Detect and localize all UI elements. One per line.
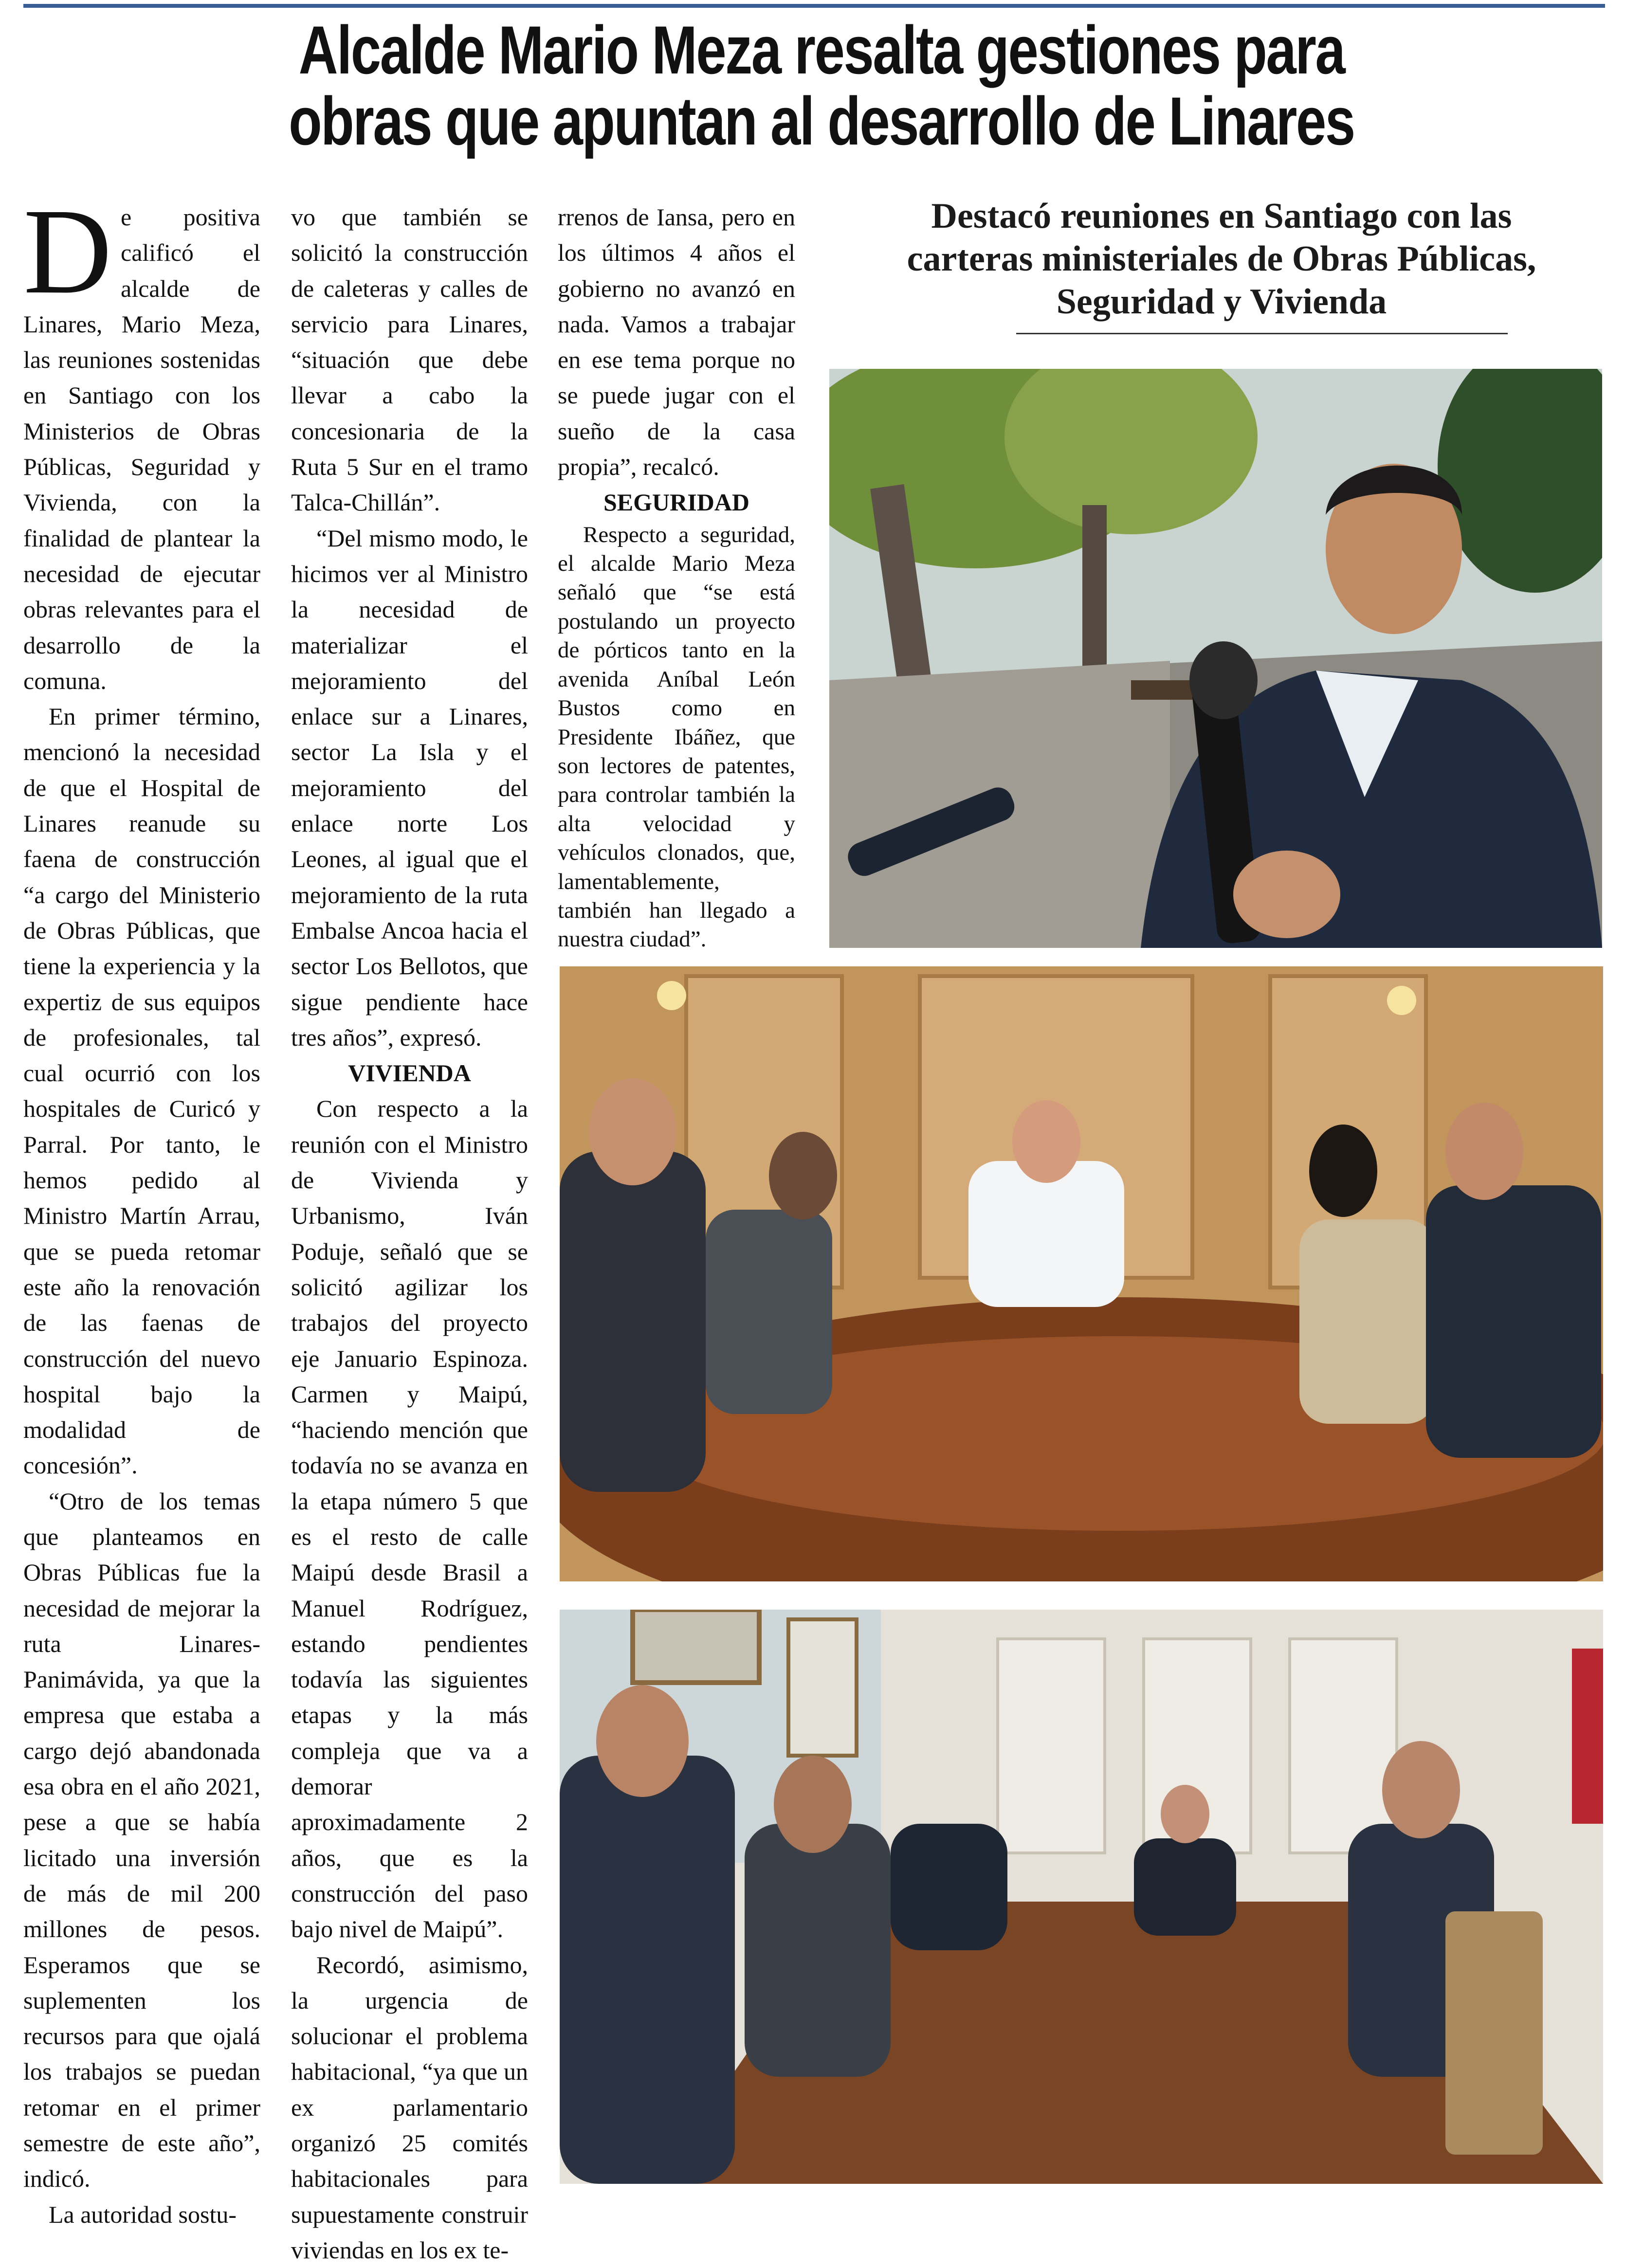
- paragraph: Respecto a seguridad, el alcalde Mario Meza señaló que “se está postulando un proyecto de pórticos tanto en la avenida Aníbal León Bustos como en Presidente Ibáñez, que son lectores de patentes, para controlar también la alta velocidad y vehículos clonados, que, lamentablemente, también han llegado a nuestra ciudad”.: [558, 522, 795, 952]
- lead-paragraph: [23, 183, 260, 699]
- interview-photo-illustration: [829, 369, 1602, 948]
- pull-quote-rule: [1016, 333, 1508, 334]
- headline-line-2: obras que apuntan al desarrollo de Linares: [289, 83, 1354, 159]
- headline-line-1: Alcalde Mario Meza resalta gestiones para: [298, 12, 1345, 88]
- pull-quote-line-1: Destacó reuniones en Santiago con las: [931, 196, 1512, 236]
- paragraph: Recordó, asimismo, la urgencia de solucionar el problema habitacional, “ya que un ex parlamentario organizó 25 comités habitacionales para supuestamente construir viviendas en los ex te-: [291, 1951, 528, 2264]
- section-subhead-seguridad: SEGURIDAD: [603, 489, 750, 516]
- top-rule: [23, 4, 1605, 8]
- article-column-3: [558, 200, 795, 954]
- pull-quote-line-2: carteras ministeriales de Obras Públicas,: [907, 239, 1536, 279]
- pull-quote-line-3: Seguridad y Vivienda: [1056, 282, 1387, 322]
- meeting-photo-ministry: [560, 966, 1603, 1581]
- paragraph: rrenos de Iansa, pero en los últimos 4 años el gobierno no avanzó en nada. Vamos a trabajar en ese tema porque no se puede jugar con el sueño de la casa propia”, recalcó.: [558, 203, 795, 481]
- headline: [164, 12, 1479, 159]
- paragraph: En primer término, mencionó la necesidad de que el Hospital de Linares reanude su faena de construcción “a cargo del Ministerio de Obras Públicas, que tiene la experiencia y la expertiz de sus equipos de profesionales, tal cual ocurrió con los hospitales de Curicó y Parral. Por tanto, le hemos pedido al Ministro Martín Arrau, que se pueda retomar este año la renovación de las faenas de construcción del nuevo hospital bajo la modalidad de concesión”.: [23, 703, 260, 1479]
- paragraph: vo que también se solicitó la construcción de caleteras y calles de servicio para Linares, “situación que debe llevar a cabo la concesionaria de la Ruta 5 Sur en el tramo Talca-Chillán”.: [291, 203, 528, 516]
- interview-photo: [829, 369, 1602, 948]
- drop-cap: D: [23, 183, 112, 319]
- meeting-photo-housing: [560, 1610, 1603, 2184]
- meeting-photo-housing-illustration: [560, 1610, 1603, 2184]
- paragraph: “Otro de los temas que planteamos en Obras Públicas fue la necesidad de mejorar la ruta Linares- Panimávida, ya que la empresa que estaba a cargo dejó abandonada esa obra en el año 2021, pese a que se había licitado una inversión de más de mil 200 millones de pesos. Esperamos que se suplementen los recursos para que ojalá los trabajos se puedan retomar en el primer semestre de este año”, indicó.: [23, 1487, 260, 2193]
- article-column-2: [291, 200, 528, 2268]
- lead-paragraph-text: e positiva calificó el alcalde de Linares, Mario Meza, las reuniones sostenidas en Santiago con los Ministerios de Obras Públicas, Seguridad y Vivienda, con la finalidad de plantear la necesidad de ejecutar obras relevantes para el desarrollo de la comuna.: [23, 203, 260, 694]
- paragraph: La autoridad sostu-: [49, 2200, 237, 2228]
- meeting-photo-ministry-illustration: [560, 966, 1603, 1581]
- section-subhead-vivienda: VIVIENDA: [348, 1059, 471, 1087]
- article-column-1: [23, 183, 260, 2232]
- pull-quote: [837, 195, 1606, 323]
- paragraph: Con respecto a la reunión con el Ministro de Vivienda y Urbanismo, Iván Poduje, señaló que se solicitó agilizar los trabajos del proyecto eje Januario Espinoza. Carmen y Maipú, “haciendo mención que todavía no se avanza en la etapa número 5 que es el resto de calle Maipú desde Brasil a Manuel Rodríguez, estando pendientes todavía las siguientes etapas y la más compleja que va a demorar aproximadamente 2 años, que es la construcción del paso bajo nivel de Maipú”.: [291, 1095, 528, 1943]
- paragraph: “Del mismo modo, le hicimos ver al Ministro la necesidad de materializar el mejoramiento del enlace sur a Linares, sector La Isla y el mejoramiento del enlace norte Los Leones, al igual que el mejoramiento de la ruta Embalse Ancoa hacia el sector Los Bellotos, que sigue pendiente hace tres años”, expresó.: [291, 524, 528, 1051]
